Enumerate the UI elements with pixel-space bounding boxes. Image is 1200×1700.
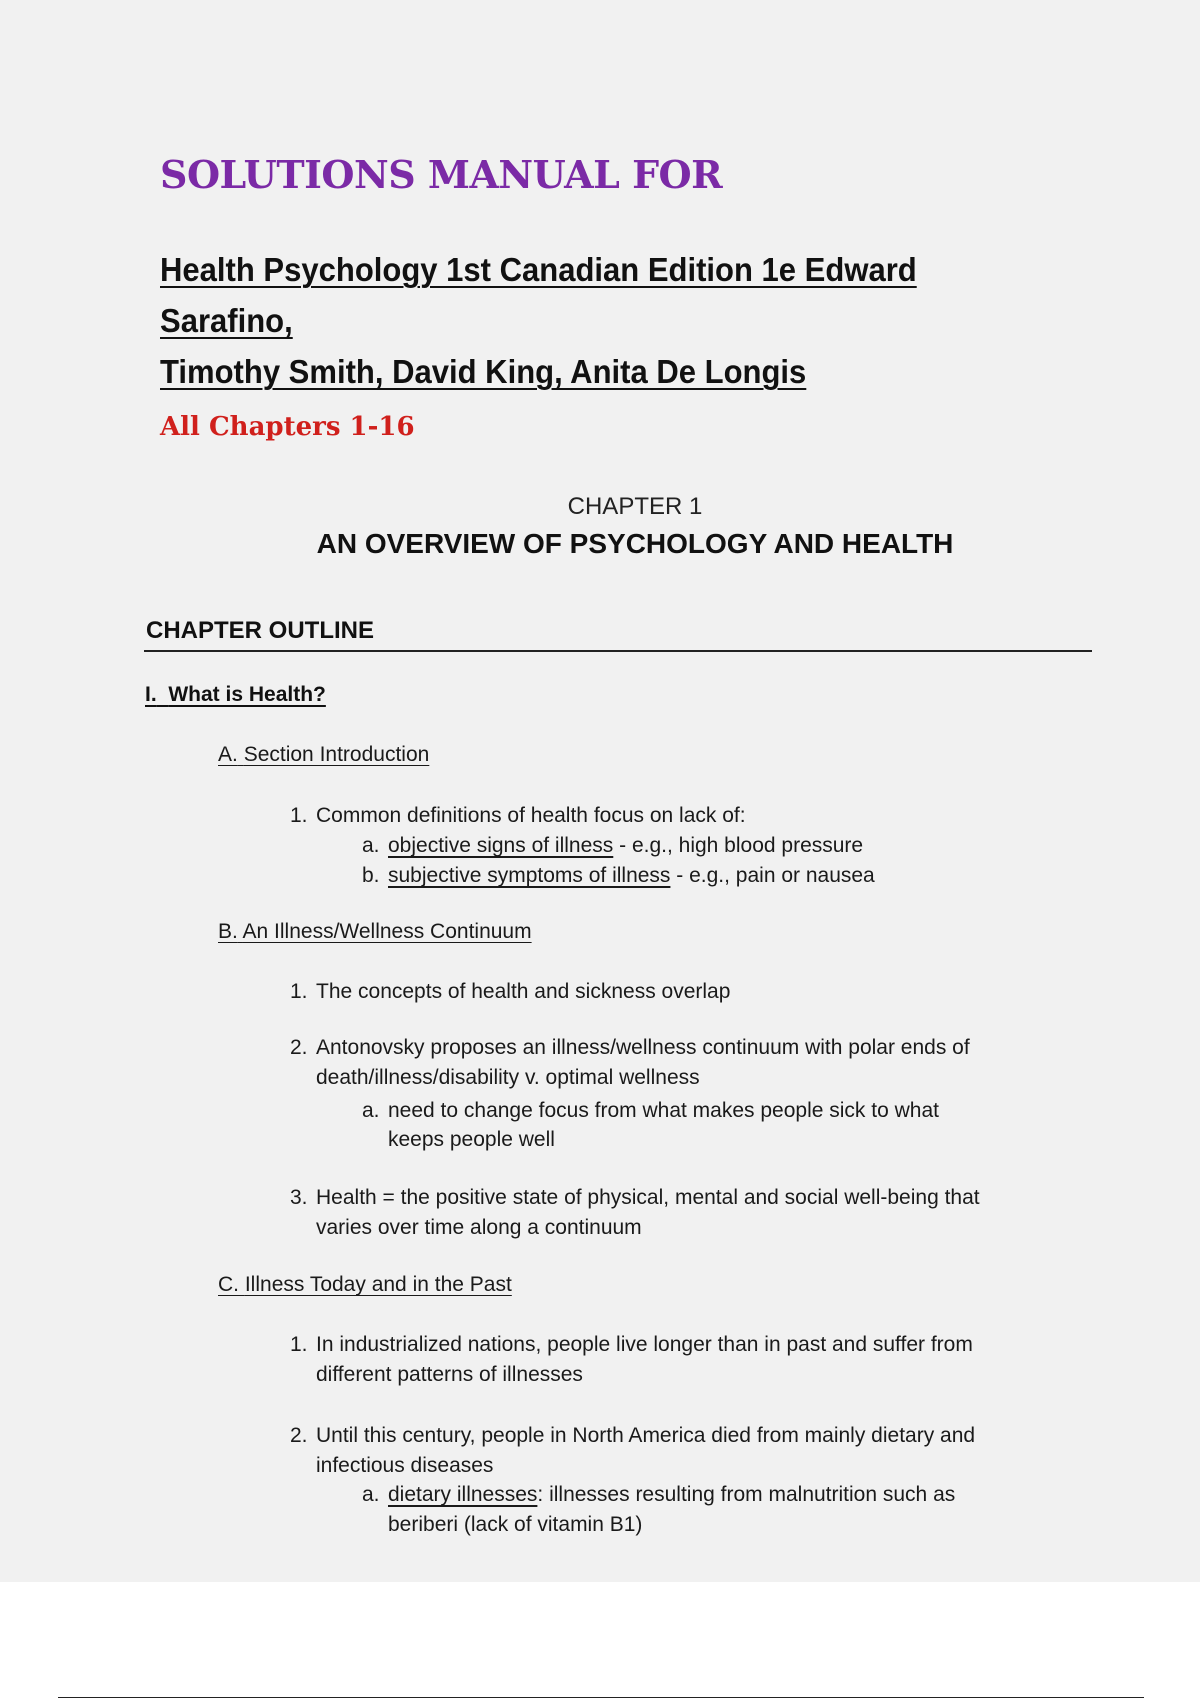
chapter-title: AN OVERVIEW OF PSYCHOLOGY AND HEALTH — [316, 528, 954, 559]
subsection-marker: C. — [218, 1273, 239, 1296]
chapters-label: All Chapters 1-16 — [160, 412, 415, 442]
outline-heading: CHAPTER OUTLINE — [146, 617, 374, 644]
subsection-heading-a — [218, 743, 429, 767]
list-item: 2. Until this century, people in North America died from mainly dietary and infectious diseases — [290, 1424, 976, 1477]
list-item: 3. Health = the positive state of physical, mental and social well-being that varies over time along a continuum — [290, 1186, 980, 1239]
section-title: What is Health? — [168, 683, 326, 706]
sub-list-item: a. need to change focus from what makes people sick to what keeps people well — [362, 1099, 939, 1151]
sub-list-item: a. dietary illnesses: illnesses resulting from malnutrition such as beriberi (lack of vitamin B1) — [362, 1483, 956, 1536]
manual-title: SOLUTIONS MANUAL FOR — [160, 152, 723, 197]
section-marker: I. — [145, 683, 157, 706]
subsection-marker: A. — [218, 743, 238, 766]
subsection-heading-b — [218, 920, 532, 944]
subsection-title: Section Introduction — [243, 743, 430, 766]
footer-divider — [58, 1697, 1144, 1698]
section-heading — [145, 683, 326, 707]
subsection-title: An Illness/Wellness Continuum — [242, 920, 532, 943]
list-item: 1. Common definitions of health focus on lack of: — [290, 804, 746, 827]
sub-list-item: a. objective signs of illness - e.g., high blood pressure — [362, 834, 864, 857]
sub-list-item: b. subjective symptoms of illness - e.g., pain or nausea — [362, 864, 875, 887]
list-item: 1. In industrialized nations, people live longer than in past and suffer from different patterns of illnesses — [290, 1333, 973, 1386]
list-item: 2. Antonovsky proposes an illness/wellness continuum with polar ends of death/illness/disability v. optimal wellness — [290, 1036, 970, 1089]
chapter-number: CHAPTER 1 — [567, 493, 703, 520]
book-title — [160, 244, 987, 397]
book-title-line2: Timothy Smith, David King, Anita De Longis — [160, 353, 807, 390]
outline-divider — [144, 650, 1092, 652]
book-title-line1: Health Psychology 1st Canadian Edition 1e Edward Sarafino, — [160, 251, 917, 339]
subsection-marker: B. — [218, 920, 238, 943]
subsection-heading-c — [218, 1273, 512, 1297]
list-item: 1. The concepts of health and sickness overlap — [290, 980, 731, 1003]
subsection-title: Illness Today and in the Past — [244, 1273, 512, 1296]
